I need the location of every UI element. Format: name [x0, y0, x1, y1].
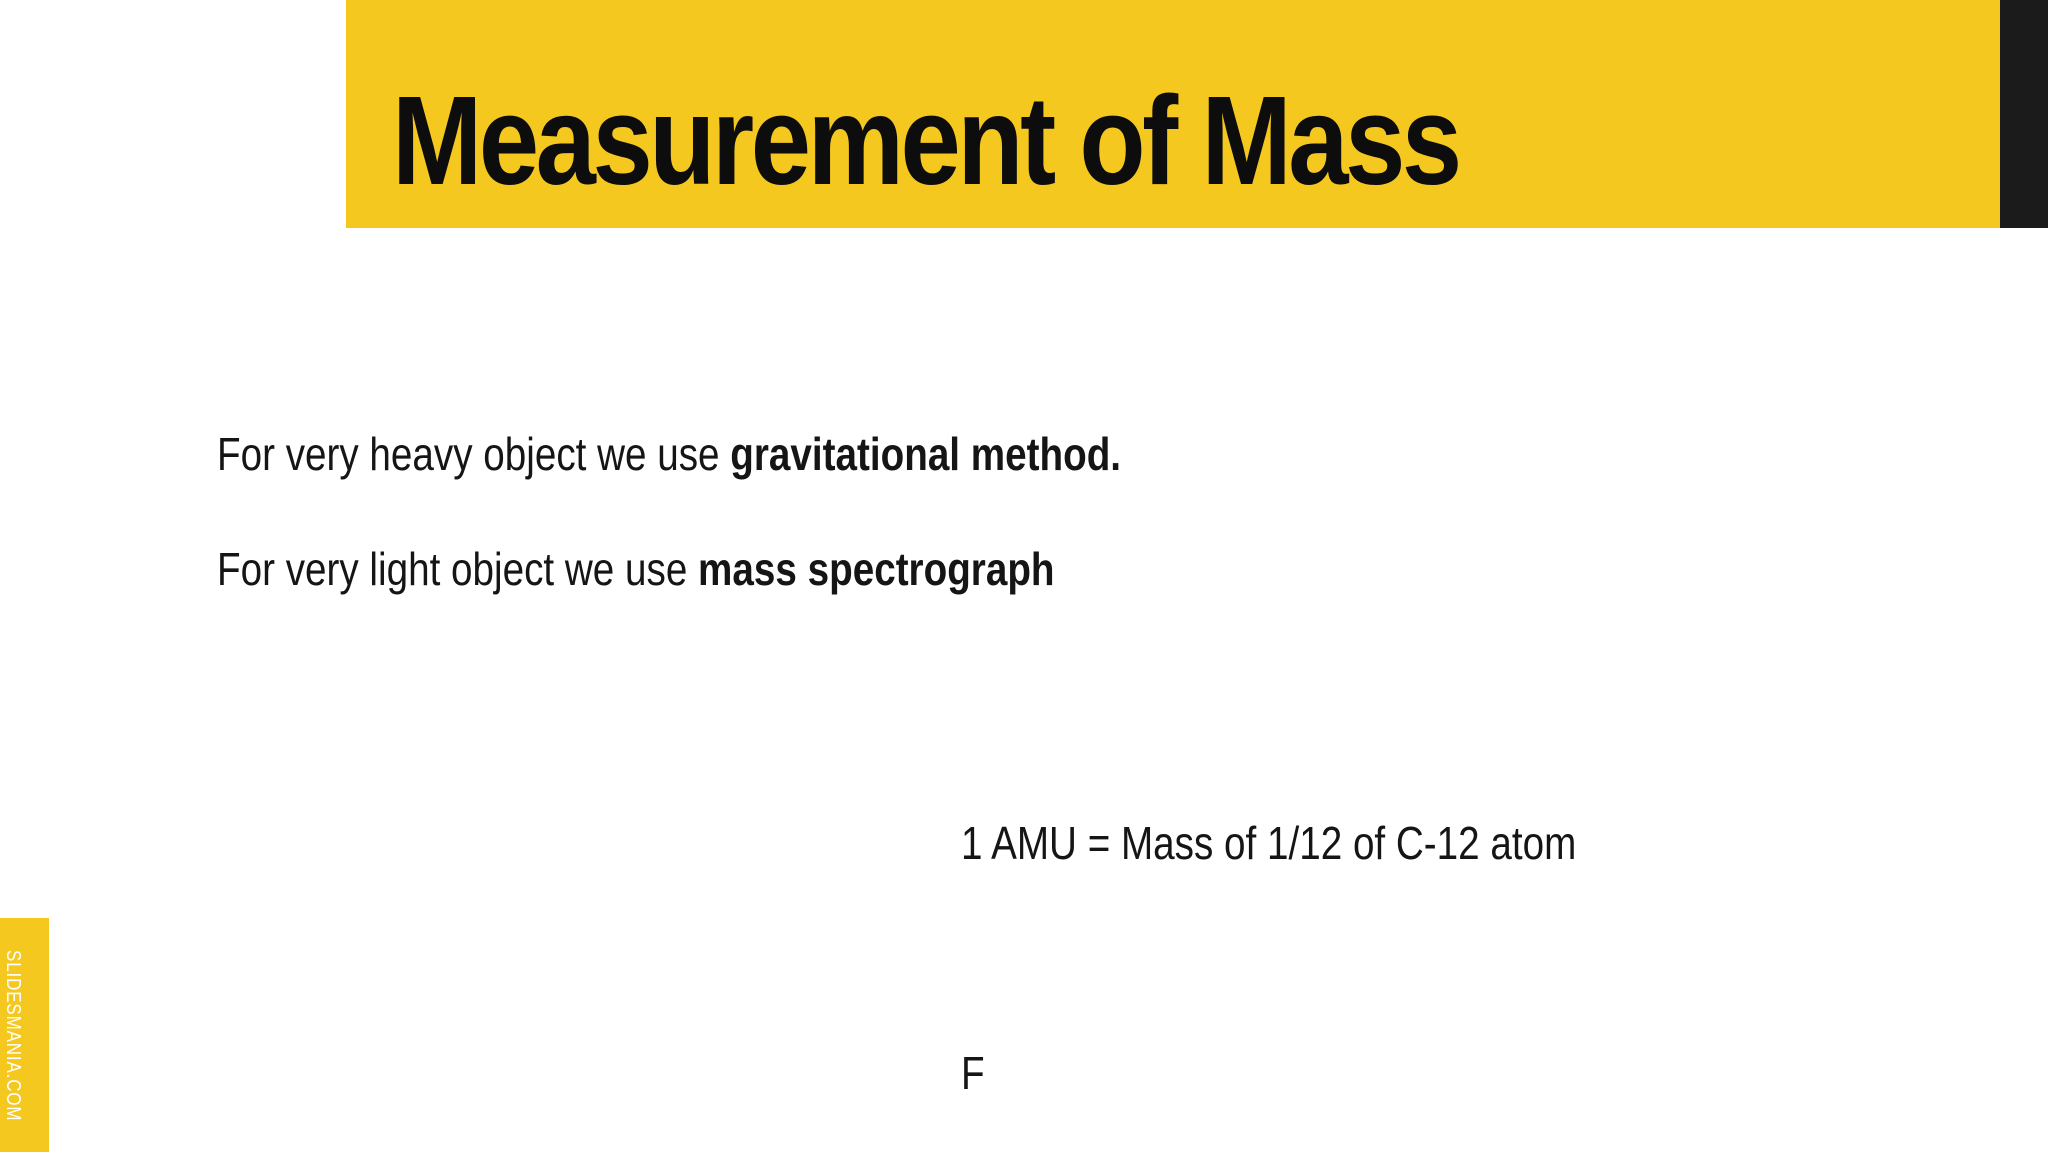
light-object-text: For very light object we use: [217, 543, 699, 595]
dark-accent-strip: [2000, 0, 2048, 228]
heavy-object-line: [217, 426, 1121, 482]
slide-title: Measurement of Mass: [392, 70, 1459, 211]
light-object-line: [217, 541, 1055, 597]
trailing-text: F: [961, 1047, 985, 1099]
mass-spectrograph-text: mass spectrograph: [698, 543, 1055, 595]
amu-definition: 1 AMU = Mass of 1/12 of C-12 atom: [961, 817, 1577, 869]
heavy-object-text: For very heavy object we use: [217, 428, 731, 480]
gravitational-method-text: gravitational method.: [730, 428, 1122, 480]
brand-watermark: SLIDESMANIA.COM: [2, 950, 24, 1122]
